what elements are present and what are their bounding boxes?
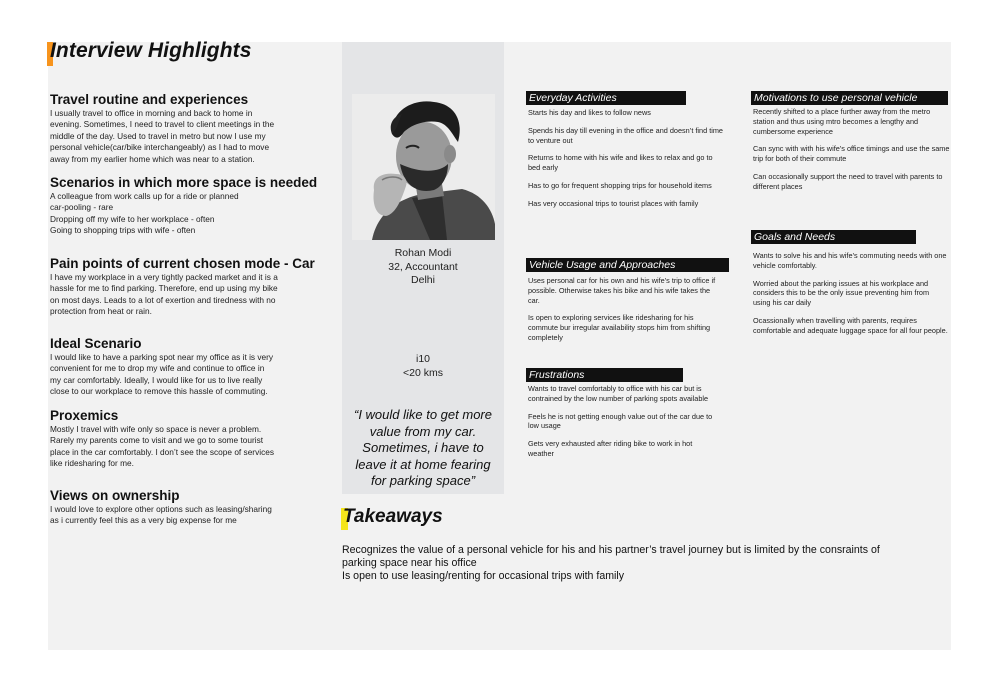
persona-vehicle [342, 353, 504, 380]
card-everyday-activities [526, 91, 686, 105]
card-goals-needs [751, 230, 916, 244]
section-body: I would love to explore other options such as leasing/sharing as i currently feel this as a very big expense for me [50, 504, 272, 526]
section-ownership-views [50, 488, 335, 527]
list-item: Worried about the parking issues at his workplace and considers this to be the only issue preventing him from using his car daily [753, 278, 930, 308]
persona-city: Delhi [411, 274, 435, 286]
card-header: Vehicle Usage and Approaches [526, 258, 729, 272]
list-item: Starts his day and likes to follow news [528, 108, 651, 117]
vehicle-model: i10 [415, 353, 430, 365]
card-header: Goals and Needs [751, 230, 916, 244]
card-frustrations [526, 368, 683, 382]
list-item: Wants to travel comfortably to office with his car but is contrained by the low number of parking spots available [528, 384, 709, 403]
takeaways-heading: Takeaways [343, 506, 443, 527]
list-item: Gets very exhausted after riding bike to work in hot weather [528, 439, 693, 458]
list-item: Wants to solve his and his wife’s commuting needs with one vehicle comfortably. [753, 251, 947, 270]
section-heading: Views on ownership [50, 488, 180, 503]
section-heading: Proxemics [50, 408, 119, 423]
persona-profile [342, 42, 504, 494]
section-heading: Ideal Scenario [50, 336, 142, 351]
section-body: I have my workplace in a very tightly packed market and it is a hassle for me to find parking. Therefore, end up using my bike on most days. Leads to a lot of exertion and tiredness with no protection from heat or rain. [50, 272, 278, 317]
card-header: Frustrations [526, 368, 683, 382]
card-motivations [751, 91, 948, 200]
section-travel-routine [50, 92, 335, 165]
list-item: Has to go for frequent shopping trips for household items [528, 180, 712, 190]
card-header: Everyday Activities [526, 91, 686, 105]
list-item: Recently shifted to a place further away from the metro station and thus using mtro becomes a lengthy and cumbersome experience [753, 107, 931, 136]
persona-quote: “I would like to get more value from my car. Sometimes, i have to leave it at home fearing for parking space” [353, 407, 492, 488]
list-item: Uses personal car for his own and his wife’s trip to office if possible. Otherwise takes his bike and his wife takes the car. [528, 276, 716, 305]
takeaway-line: parking space near his office [342, 557, 477, 570]
section-body: A colleague from work calls up for a ride or planned car-pooling - rare Dropping off my wife to her workplace - often Going to shopping trips with wife - often [50, 191, 239, 236]
list-item: Spends his day till evening in the office and doesn’t find time to venture out [528, 125, 723, 145]
portrait-image [352, 94, 495, 240]
section-body: I would like to have a parking spot near my office as it is very convenient for me to drop my wife and continue to office in my car comfortably. Ideally, I would like for us to live really close to our workplace to remove this hassle of commuting. [50, 352, 274, 397]
persona-age-occupation: 32, Accountant [388, 260, 458, 273]
section-ideal-scenario [50, 336, 335, 398]
commute-distance: <20 kms [403, 366, 443, 379]
section-heading: Pain points of current chosen mode - Car [50, 256, 315, 271]
card-vehicle-usage [526, 258, 729, 351]
section-heading: Travel routine and experiences [50, 92, 249, 107]
takeaway-line: Is open to use leasing/renting for occasional trips with family [342, 570, 625, 583]
list-item: Has very occasional trips to tourist places with family [528, 198, 699, 208]
section-pain-points [50, 256, 335, 318]
section-proxemics [50, 408, 335, 470]
section-body: I usually travel to office in morning and back to home in evening. Sometimes, I need to travel to client meetings in the middle of the day. Used to travel in metro but now I use my personal vehicle(car/bike interchangeably) as I had to move away from my earlier home which was near to a station. [50, 108, 275, 164]
list-item: Ocassionally when travelling with parents, requires comfortable and adequate luggage space for all four people. [753, 315, 948, 335]
section-body: Mostly I travel with wife only so space is never a problem. Rarely my parents come to visit and we go to some tourist place in the car comfortably. I don’t see the scope of services like ridesharing for me. [50, 424, 274, 469]
takeaways-body [342, 544, 942, 584]
avatar [352, 94, 495, 240]
persona-name: Rohan Modi [394, 247, 452, 259]
card-goals-needs-items [751, 249, 951, 344]
takeaway-line: Recognizes the value of a personal vehicle for his and his partner’s travel journey but is limited by the consraints of [342, 544, 880, 556]
list-item: Can occasionally support the need to travel with parents to different places [753, 171, 943, 191]
section-space-scenarios [50, 175, 335, 237]
list-item: Is open to exploring services like ridesharing for his commute bur irregular availability stops him from shifting completely [528, 313, 711, 342]
page-title: Interview Highlights [50, 39, 252, 62]
list-item: Can sync with with his wife’s office timings and use the same trip for both of their commute [753, 144, 950, 164]
section-heading: Scenarios in which more space is needed [50, 175, 318, 190]
card-header: Motivations to use personal vehicle [751, 91, 948, 105]
persona-details [342, 247, 504, 288]
card-everyday-activities-items [526, 106, 726, 217]
list-item: Returns to home with his wife and likes to relax and go to bed early [528, 153, 713, 173]
card-frustrations-items [526, 382, 726, 467]
list-item: Feels he is not getting enough value out of the car due to low usage [528, 411, 713, 431]
